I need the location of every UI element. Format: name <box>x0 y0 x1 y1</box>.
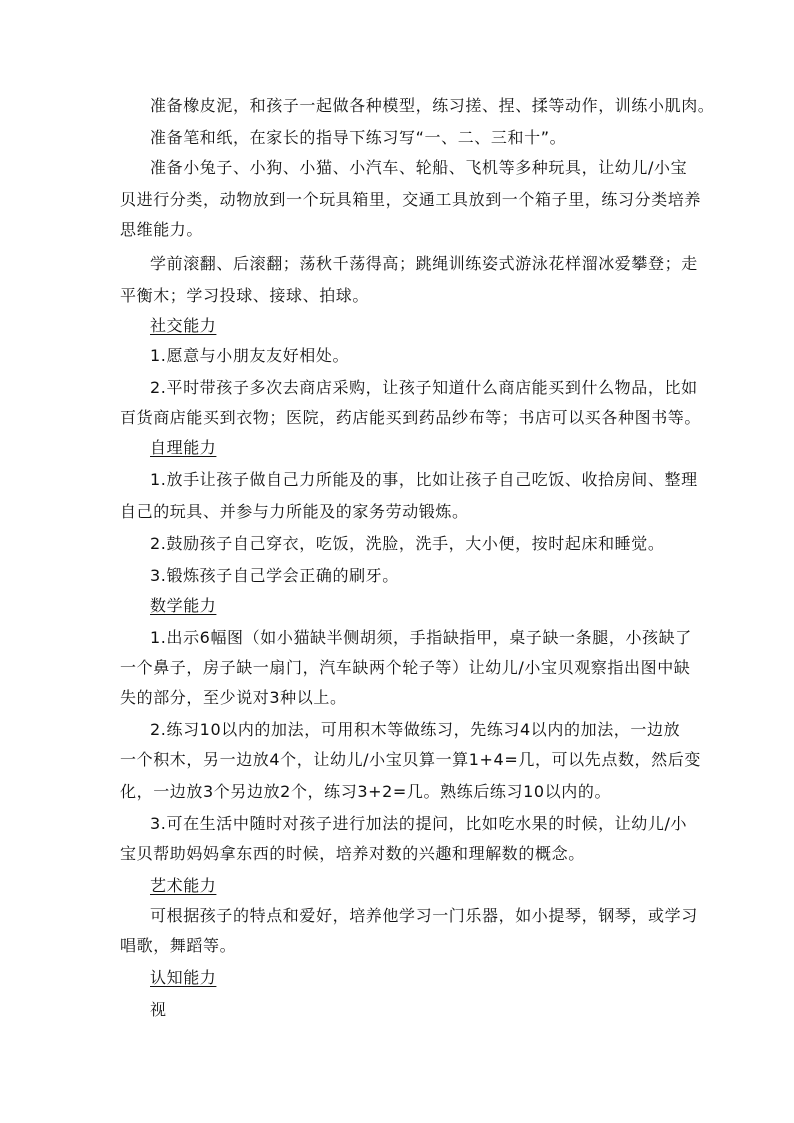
paragraph-line: 贝进行分类，动物放到一个玩具箱里，交通工具放到一个箱子里，练习分类培养 <box>120 190 702 209</box>
paragraph-line: 视 <box>150 1000 167 1019</box>
paragraph-line: 2.平时带孩子多次去商店采购，让孩子知道什么商店能买到什么物品，比如 <box>150 378 698 397</box>
paragraph-line: 平衡木；学习投球、接球、拍球。 <box>120 286 370 305</box>
section-heading-math: 数学能力 <box>150 596 217 615</box>
paragraph-line: 一个鼻子，房子缺一扇门，汽车缺两个轮子等）让幼儿/小宝贝观察指出图中缺 <box>120 658 691 677</box>
paragraph-line: 学前滚翻、后滚翻；荡秋千荡得高；跳绳训练姿式游泳花样溜冰爱攀登；走 <box>150 254 698 273</box>
section-heading-cognition: 认知能力 <box>150 968 217 987</box>
paragraph-line: 思维能力。 <box>120 220 204 239</box>
paragraph-line: 3.可在生活中随时对孩子进行加法的提问，比如吃水果的时候，让幼儿/小 <box>150 814 688 833</box>
paragraph-line: 2.鼓励孩子自己穿衣，吃饭，洗脸，洗手，大小便，按时起床和睡觉。 <box>150 534 665 553</box>
paragraph-line: 1.愿意与小朋友友好相处。 <box>150 346 350 365</box>
paragraph-line: 宝贝帮助妈妈拿东西的时候，培养对数的兴趣和理解数的概念。 <box>120 844 585 863</box>
paragraph-line: 自己的玩具、并参与力所能及的家务劳动锻炼。 <box>120 502 469 521</box>
section-heading-social: 社交能力 <box>150 316 217 335</box>
paragraph-line: 2.练习10以内的加法，可用积木等做练习，先练习4以内的加法，一边放 <box>150 720 681 739</box>
paragraph-line: 化，一边放3个另边放2个，练习3+2=几。熟练后练习10以内的。 <box>120 782 612 801</box>
paragraph-line: 百货商店能买到衣物；医院，药店能买到药品纱布等；书店可以买各种图书等。 <box>120 408 702 427</box>
paragraph-line: 一个积木，另一边放4个，让幼儿/小宝贝算一算1+4=几，可以先点数，然后变 <box>120 750 701 769</box>
paragraph-line: 准备笔和纸，在家长的指导下练习写“一、二、三和十”。 <box>150 128 567 147</box>
paragraph-line: 1.放手让孩子做自己力所能及的事，比如让孩子自己吃饭、收拾房间、整理 <box>150 470 698 489</box>
paragraph-line: 唱歌，舞蹈等。 <box>120 936 237 955</box>
paragraph-line: 1.出示6幅图（如小猫缺半侧胡须，手指缺指甲，桌子缺一条腿，小孩缺了 <box>150 628 692 647</box>
section-heading-art: 艺术能力 <box>150 876 217 895</box>
section-heading-self-care: 自理能力 <box>150 438 217 457</box>
paragraph-line: 可根据孩子的特点和爱好，培养他学习一门乐器，如小提琴，钢琴，或学习 <box>150 906 698 925</box>
paragraph-line: 准备小兔子、小狗、小猫、小汽车、轮船、飞机等多种玩具，让幼儿/小宝 <box>150 158 688 177</box>
paragraph-line: 失的部分，至少说对3种以上。 <box>120 688 347 707</box>
paragraph-line: 3.锻炼孩子自己学会正确的刷牙。 <box>150 566 399 585</box>
paragraph-line: 准备橡皮泥，和孩子一起做各种模型，练习搓、捏、揉等动作，训练小肌肉。 <box>150 96 715 115</box>
